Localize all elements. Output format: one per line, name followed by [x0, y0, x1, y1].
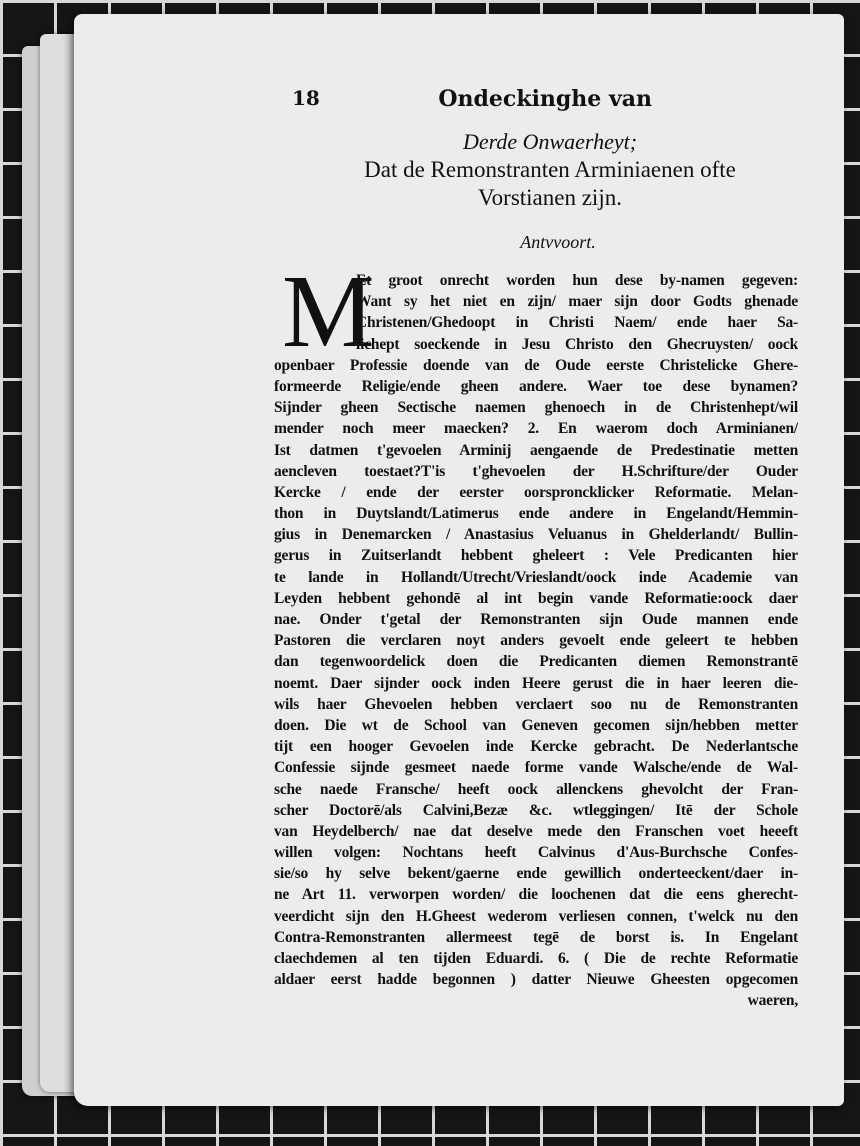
text-line: sche naede Fransche/ heeft oock allenckens ghevolcht der Fran-: [274, 780, 798, 798]
section-heading: [330, 128, 770, 212]
drop-cap-initial: M: [282, 254, 375, 369]
text-line: scher Doctorē/als Calvini,Bezæ &c. wtleggingen/ Itē der Schole: [274, 801, 798, 819]
text-line: aldaer eerst hadde begonnen ) datter Nieuwe Gheesten opgecomen: [274, 971, 798, 989]
heading-line-3: Vorstianen zijn.: [478, 185, 622, 210]
text-line: Kercke / ende der eerster oorsproncklicker Reformatie. Melan-: [274, 483, 798, 501]
running-head-title: Ondeckinghe van: [438, 86, 652, 112]
answer-subheading: Antvvoort.: [520, 232, 596, 252]
text-line: sie/so hy selve bekent/gaerne ende gewillich onderteeckent/daer in-: [274, 865, 798, 883]
text-line: Leyden hebbent gehondē al int begin vande Reformatie:oock daer: [274, 589, 798, 607]
heading-line-1: Derde Onwaerheyt;: [462, 129, 638, 154]
text-line: Christenen/Ghedoopt in Christi Naem/ ende haer Sa-: [356, 314, 798, 332]
text-line: Ist datmen t'gevoelen Arminij aengaende de Predestinatie metten: [274, 441, 798, 459]
text-line: formeerde Religie/ende gheen andere. Waer toe dese bynamen?: [274, 377, 798, 395]
text-line: wils haer Ghevoelen hebben verclaert soo nu de Remonstranten: [274, 695, 798, 713]
running-head: [292, 86, 652, 114]
text-line: Pastoren die verclaren noyt anders gevoelt ende geleert te hebben: [274, 632, 798, 650]
text-line: noemt. Daer sijnder oock inden Heere gerust die in haer leeren die-: [274, 674, 798, 692]
text-line: thon in Duytslandt/Latimerus ende andere in Engelandt/Hemmin-: [274, 505, 798, 523]
text-line: willen volgen: Nochtans heeft Calvinus d'Aus-Burchsche Confes-: [274, 844, 798, 862]
body-paragraph: [274, 270, 798, 1012]
text-line: mender noch meer maecken? 2. En waerom doch Arminianen/: [274, 420, 798, 438]
text-line: Et groot onrecht worden hun dese by-namen gegeven:: [356, 272, 798, 289]
text-line: Sijnder gheen Sectische naemen ghenoech in de Christenhept/wil: [274, 399, 798, 417]
text-line: waeren,: [747, 992, 798, 1010]
text-line: lichept soeckende in Jesu Christo den Ghecruysten/ oock: [356, 335, 798, 353]
text-line: tijt een hooger Gevoelen inde Kercke gebracht. De Nederlantsche: [274, 738, 798, 756]
text-line: ne Art 11. verworpen worden/ die loochenen dat die eens gherecht-: [274, 886, 798, 904]
text-line: Confessie sijnde gesmeet naede forme vande Walsche/ende de Wal-: [274, 759, 798, 777]
page-number: 18: [292, 86, 320, 110]
text-line: van Heydelberch/ nae dat deselve mede den Franschen voet heeeft: [274, 822, 798, 840]
text-line: veerdicht sijn den H.Gheest wederom verliesen connen, t'welck nu den: [274, 907, 798, 925]
text-line: te lande in Hollandt/Utrecht/Vrieslandt/oock inde Academie van: [274, 568, 798, 586]
text-line: Want sy het niet en zijn/ maer sijn door Godts ghenade: [356, 293, 798, 311]
text-line: nae. Onder t'getal der Remonstranten sijn Oude mannen ende: [274, 611, 798, 628]
text-line: dan tegenwoordelick doen die Predicanten diemen Remonstrantē: [274, 653, 798, 671]
text-line: gerus in Zuitserlandt hebbent gheleert : Vele Predicanten hier: [274, 547, 798, 565]
text-line: Contra-Remonstranten allermeest tegē de borst is. In Engelant: [274, 928, 798, 946]
text-line: claechdemen al ten tijden Eduardi. 6. ( Die de rechte Reformatie: [274, 950, 798, 967]
text-line: gius in Denemarcken / Anastasius Veluanus in Ghelderlandt/ Bullin-: [274, 526, 798, 544]
heading-line-2: Dat de Remonstranten Arminiaenen ofte: [364, 157, 736, 182]
text-line: aencleven toestaet?T'is t'ghevoelen der H.Schrifture/der Ouder: [274, 462, 798, 480]
text-line: openbaer Professie doende van de Oude eerste Christelicke Ghere-: [274, 356, 798, 374]
text-line: doen. Die wt de School van Geneven gecomen sijn/hebben metter: [274, 716, 798, 734]
